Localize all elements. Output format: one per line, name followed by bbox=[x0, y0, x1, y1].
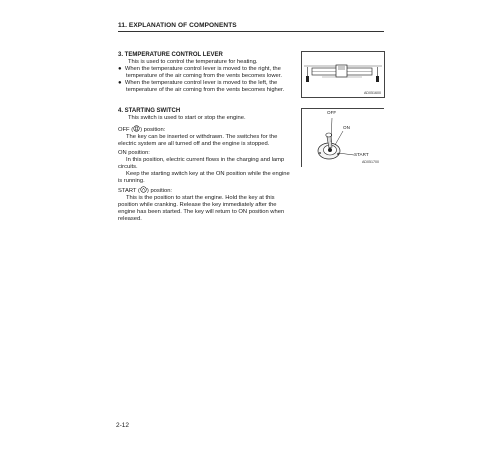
bullet-line: temperature of the air coming from the vents becomes lower. bbox=[126, 73, 282, 79]
off-label-pre: OFF ( bbox=[118, 127, 134, 133]
off-figure-label: OFF bbox=[327, 110, 337, 115]
start-line: engine has been started. The key will return to ON position when bbox=[118, 209, 285, 215]
starting-switch-illustration bbox=[302, 109, 384, 167]
on-position-block bbox=[118, 150, 298, 185]
on-line: Keep the starting switch key at the ON position while the engine bbox=[126, 171, 290, 177]
section-3-intro: This is used to control the temperature for heating. bbox=[128, 59, 258, 65]
section-4-intro: This switch is used to start or stop the engine. bbox=[128, 115, 246, 121]
bullet-line: When the temperature control lever is moved to the left, the bbox=[124, 80, 278, 86]
bullet-icon: ● bbox=[118, 80, 122, 86]
start-position-block bbox=[118, 186, 298, 223]
start-line: released. bbox=[118, 216, 142, 222]
on-figure-label: ON bbox=[343, 125, 350, 130]
start-line: position while cranking. Release the key immediately after the bbox=[118, 202, 277, 208]
on-line: circuits. bbox=[118, 164, 138, 170]
section-3-title: 3. TEMPERATURE CONTROL LEVER bbox=[118, 52, 223, 58]
header-rule bbox=[118, 31, 384, 32]
on-line: In this position, electric current flows in the charging and lamp bbox=[126, 157, 285, 163]
section-4-title: 4. STARTING SWITCH bbox=[118, 108, 181, 114]
off-line: The key can be inserted or withdrawn. The switches for the bbox=[126, 134, 278, 140]
off-line: electric system are all turned off and the engine is stopped. bbox=[118, 141, 270, 147]
figure-code: AD051600 bbox=[364, 91, 381, 95]
start-figure-label: START bbox=[354, 152, 369, 157]
bullet-line: temperature of the air coming from the vents becomes higher. bbox=[126, 87, 285, 93]
starting-switch-figure bbox=[301, 108, 384, 167]
start-line: This is the position to start the engine. Hold the key at this bbox=[126, 195, 275, 201]
off-label-post: ) position: bbox=[140, 127, 166, 133]
figure-code: AD051700 bbox=[362, 160, 379, 164]
off-position-block bbox=[118, 125, 298, 148]
on-line: is running. bbox=[118, 178, 145, 184]
on-label: ON position: bbox=[118, 150, 150, 156]
bullet-line: When the temperature control lever is moved to the right, the bbox=[124, 66, 281, 72]
page-number: 2-12 bbox=[116, 422, 130, 429]
key-start-icon bbox=[140, 186, 147, 193]
section-3-bullets bbox=[118, 66, 298, 94]
temperature-lever-figure bbox=[301, 51, 385, 98]
start-label-post: ) position: bbox=[146, 188, 173, 194]
start-label-pre: START ( bbox=[118, 188, 140, 194]
bullet-icon: ● bbox=[118, 66, 122, 72]
page-header: 11. EXPLANATION OF COMPONENTS bbox=[118, 22, 237, 29]
